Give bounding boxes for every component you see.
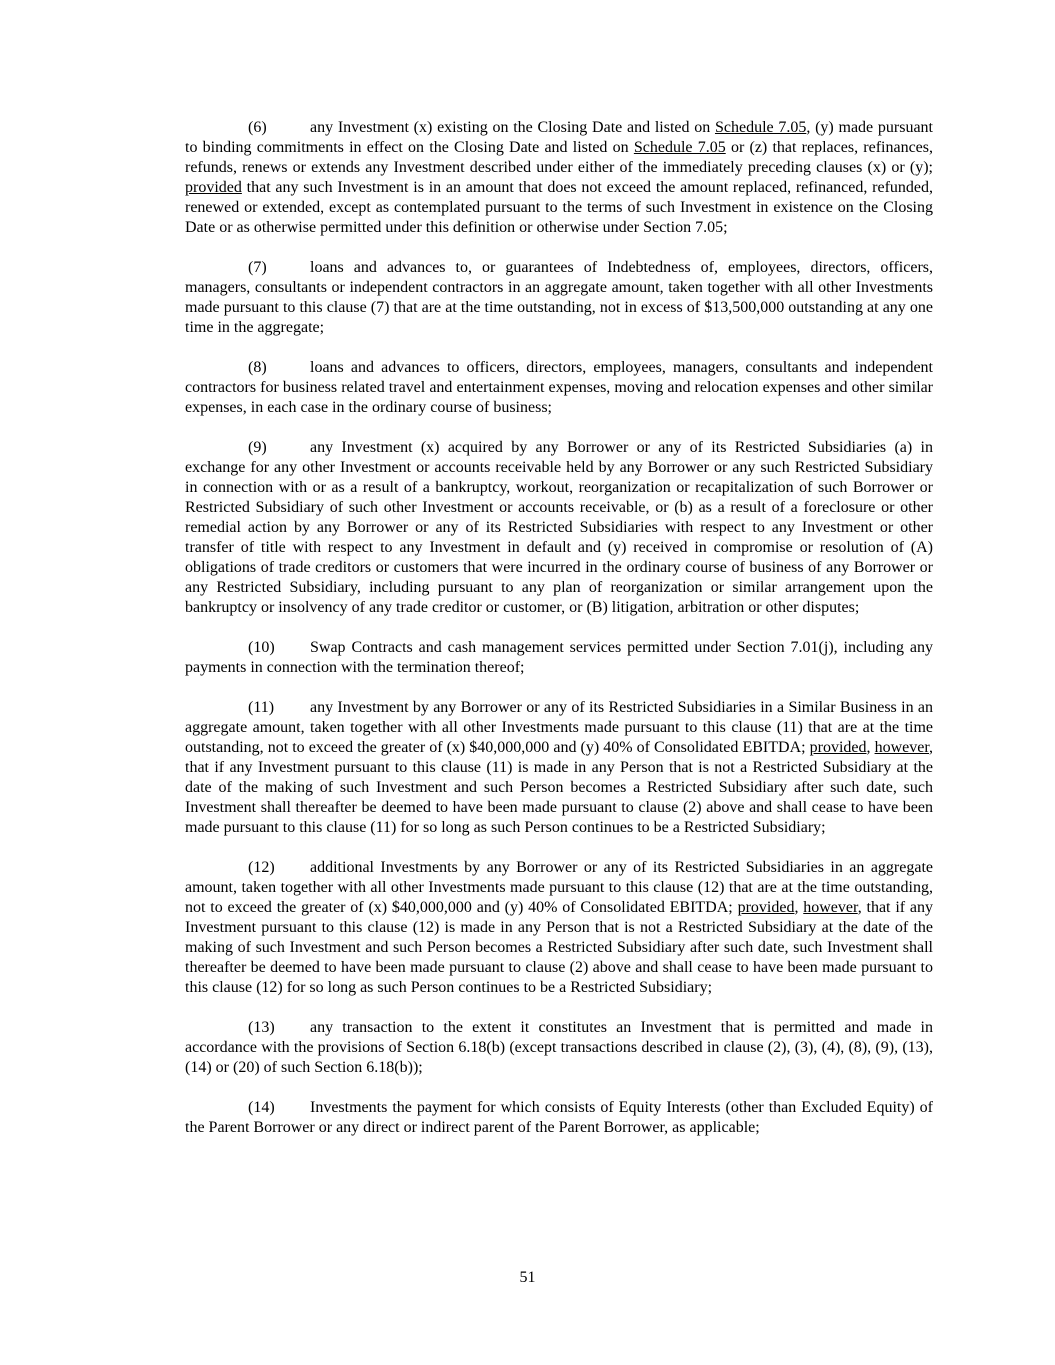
paragraph-number: (14) xyxy=(248,1099,275,1116)
paragraph-number: (8) xyxy=(248,359,267,376)
body-text: , that if any Investment pursuant to this clause (12) is made in any Person that is not a Restricted Subsidiary at the date of the making of such Investment and such Person becomes a Restricted Subsidiary after such date, such Investment shall thereafter be deemed to have been made pursuant to clause (2) above and shall cease to have been made pursuant to this clause (12) for so long as such Person continues to be a Restricted Subsidiary; xyxy=(185,899,934,996)
paragraph xyxy=(185,118,933,238)
body-text: , xyxy=(794,899,804,916)
page-number: 51 xyxy=(519,1269,536,1286)
paragraph-number: (11) xyxy=(248,699,275,716)
underlined-text: however xyxy=(874,739,930,756)
body-text: additional Investments by any Borrower or any of its Restricted Subsidiaries in an aggregate amount, taken together with all other Investments made pursuant to this clause (12) that are at the time outstanding, not to exceed the greater of (x) $40,000,000 and (y) 40% of Consolidated EBITDA; xyxy=(185,859,933,916)
body-text: , that if any Investment pursuant to this clause (11) is made in any Person that is not a Restricted Subsidiary at the date of the making of such Investment and such Person becomes a Restricted Subsidiary after such date, such Investment shall thereafter be deemed to have been made pursuant to clause (2) above and shall cease to have been made pursuant to this clause (11) for so long as such Person continues to be a Restricted Subsidiary; xyxy=(185,739,934,836)
paragraph xyxy=(185,1098,933,1138)
paragraph xyxy=(185,438,933,618)
underlined-text: provided xyxy=(185,179,242,196)
paragraph xyxy=(185,698,933,838)
paragraph xyxy=(185,258,933,338)
underlined-text: however xyxy=(803,899,858,916)
body-text: Investments the payment for which consists of Equity Interests (other than Excluded Equity) of the Parent Borrower or any direct or indirect parent of the Parent Borrower, as applicable; xyxy=(185,1099,933,1136)
body-text: any Investment (x) existing on the Closing Date and listed on xyxy=(310,119,715,136)
document-body xyxy=(185,118,933,1138)
body-text: loans and advances to, or guarantees of Indebtedness of, employees, directors, officers, managers, consultants or independent contractors in an aggregate amount, taken together with all other Investments made pursuant to this clause (7) that are at the time outstanding, not in excess of $13,500,000 outstanding at any one time in the aggregate; xyxy=(185,259,933,336)
body-text: , (y) made pursuant to binding commitments in effect on the Closing Date and listed on xyxy=(185,119,933,156)
body-text: loans and advances to officers, directors, employees, managers, consultants and independent contractors for business related travel and entertainment expenses, moving and relocation expenses and other similar expenses, in each case in the ordinary course of business; xyxy=(185,359,933,416)
underlined-text: provided xyxy=(809,739,867,756)
body-text: or (z) that replaces, refinances, refunds, renews or extends any Investment described under either of the immediately preceding clauses (x) or (y); xyxy=(185,139,934,176)
underlined-text: Schedule 7.05 xyxy=(714,119,807,136)
paragraph-number: (10) xyxy=(248,639,275,656)
body-text: Swap Contracts and cash management services permitted under Section 7.01(j), including any payments in connection with the termination thereof; xyxy=(185,639,933,676)
body-text: that any such Investment is in an amount that does not exceed the amount replaced, refinanced, refunded, renewed or extended, except as contemplated pursuant to the terms of such Investment in existence on the Closing Date or as otherwise permitted under this definition or otherwise under Section 7.05; xyxy=(185,179,933,236)
paragraph xyxy=(185,1018,933,1078)
body-text: any Investment (x) acquired by any Borrower or any of its Restricted Subsidiaries (a) in exchange for any other Investment or accounts receivable held by any Borrower or any such Restricted Subsidiary in connection with or as a result of a bankruptcy, workout, reorganization or recapitalization of such Borrower or Restricted Subsidiary of such other Investment or accounts receivable, or (b) as a result of a foreclosure or other remedial action by any Borrower or any of its Restricted Subsidiaries with respect to any Investment or other transfer of title with respect to any Investment in default and (y) received in compromise or resolution of (A) obligations of trade creditors or customers that were incurred in the ordinary course of business of any Borrower or any Restricted Subsidiary, including pursuant to any plan of reorganization or similar arrangement upon the bankruptcy or insolvency of any trade creditor or customer, or (B) litigation, arbitration or other disputes; xyxy=(185,439,933,616)
paragraph xyxy=(185,638,933,678)
paragraph xyxy=(185,858,933,998)
paragraph xyxy=(185,358,933,418)
body-text: any transaction to the extent it constitutes an Investment that is permitted and made in accordance with the provisions of Section 6.18(b) (except transactions described in clause (2), (3), (4), (8), (9), (13), (14) or (20) of such Section 6.18(b)); xyxy=(185,1019,933,1076)
paragraph-number: (6) xyxy=(248,119,267,136)
paragraph-number: (9) xyxy=(248,439,267,456)
paragraph-number: (7) xyxy=(248,259,267,276)
underlined-text: provided xyxy=(737,899,795,916)
body-text: any Investment by any Borrower or any of its Restricted Subsidiaries in a Similar Business in an aggregate amount, taken together with all other Investments made pursuant to this clause (11) that are at the time outstanding, not to exceed the greater of (x) $40,000,000 and (y) 40% of Consolidated EBITDA; xyxy=(185,699,933,756)
body-text: , xyxy=(866,739,875,756)
paragraph-number: (13) xyxy=(248,1019,275,1036)
paragraph-number: (12) xyxy=(248,859,275,876)
underlined-text: Schedule 7.05 xyxy=(633,139,726,156)
